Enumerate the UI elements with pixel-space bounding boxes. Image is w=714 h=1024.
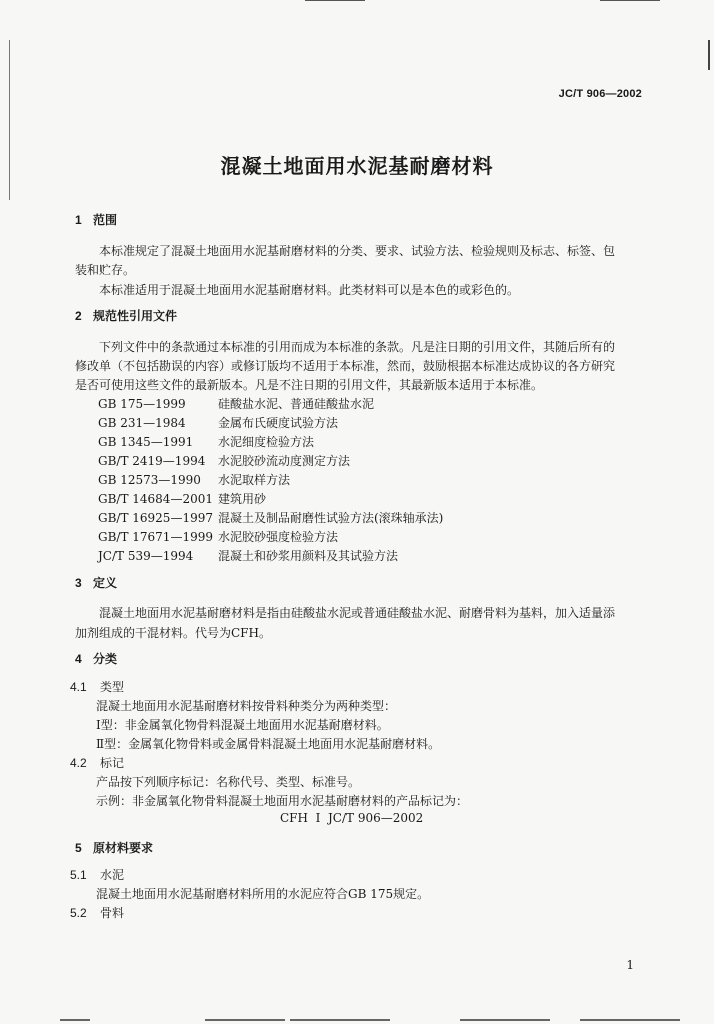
document-title: 混凝土地面用水泥基耐磨材料 — [220, 154, 494, 178]
reference-code: GB/T 2419—1994 — [98, 454, 206, 468]
scan-edge-mark — [305, 0, 365, 1]
reference-item — [98, 471, 290, 488]
paragraph-line: 示例：非金属氧化物骨料混凝土地面用水泥基耐磨材料的产品标记为： — [96, 794, 469, 808]
subsection-number: 5.1 — [70, 868, 87, 882]
reference-code: GB 1345—1991 — [98, 435, 194, 449]
subsection-title: 骨料 — [100, 906, 125, 920]
scan-edge-mark — [460, 1019, 550, 1021]
paragraph-line: Ⅱ型：金属氧化物骨料或金属骨料混凝土地面用水泥基耐磨材料。 — [96, 737, 441, 751]
scan-edge-mark — [60, 1019, 90, 1021]
paragraph-line: 下列文件中的条款通过本标准的引用而成为本标准的条款。凡是注日期的引用文件，其随后所有的 — [99, 340, 616, 354]
section-number: 2 — [75, 309, 82, 323]
reference-name: 水泥胶砂流动度测定方法 — [218, 454, 351, 468]
section-5-heading — [75, 839, 153, 856]
reference-item — [98, 528, 338, 545]
section-title: 规范性引用文件 — [93, 309, 178, 323]
paragraph-line: 修改单（不包括勘误的内容）或修订版均不适用于本标准，然而，鼓励根据本标准达成协议的各方研究 — [75, 359, 616, 373]
reference-item — [98, 509, 443, 526]
paragraph-line: 装和贮存。 — [75, 263, 136, 277]
paragraph-line: 混凝土地面用水泥基耐磨材料按骨料种类分为两种类型： — [96, 699, 397, 713]
reference-item — [98, 414, 338, 431]
reference-name: 水泥取样方法 — [218, 473, 291, 487]
reference-code: GB 175—1999 — [98, 397, 186, 411]
section-number: 1 — [75, 213, 82, 227]
subsection-5-1-heading — [70, 866, 124, 883]
reference-item — [98, 547, 398, 564]
scan-edge-mark — [600, 0, 660, 1]
paragraph-line: 加剂组成的干混材料。代号为CFH。 — [75, 626, 271, 640]
subsection-4-1-heading — [70, 678, 124, 695]
paragraph-line: 混凝土地面用水泥基耐磨材料所用的水泥应符合GB 175规定。 — [96, 887, 430, 901]
section-2-heading — [75, 307, 177, 324]
page-number: 1 — [626, 958, 634, 972]
paragraph-line: 是否可使用这些文件的最新版本。凡是不注日期的引用文件，其最新版本适用于本标准。 — [75, 378, 544, 392]
paragraph-line: 产品按下列顺序标记：名称代号、类型、标准号。 — [96, 775, 361, 789]
scan-edge-mark — [580, 1019, 680, 1021]
scan-edge-mark — [708, 40, 710, 70]
reference-code: GB 12573—1990 — [98, 473, 201, 487]
section-title: 分类 — [93, 652, 118, 666]
section-title: 范围 — [93, 213, 118, 227]
reference-name: 水泥细度检验方法 — [218, 435, 315, 449]
section-title: 原材料要求 — [93, 841, 154, 855]
section-3-heading — [75, 574, 117, 591]
reference-name: 混凝土及制品耐磨性试验方法(滚珠轴承法) — [218, 511, 444, 525]
reference-code: GB/T 14684—2001 — [98, 492, 213, 506]
paragraph-line: 混凝土地面用水泥基耐磨材料是指由硅酸盐水泥或普通硅酸盐水泥、耐磨骨料为基料，加入适量添 — [99, 606, 616, 620]
subsection-5-2-heading — [70, 904, 124, 921]
reference-code: GB/T 17671—1999 — [98, 530, 213, 544]
reference-item — [98, 452, 350, 469]
reference-item — [98, 433, 314, 450]
reference-item — [98, 395, 374, 412]
section-4-heading — [75, 650, 117, 667]
subsection-number: 5.2 — [70, 906, 87, 920]
reference-code: JC/T 539—1994 — [98, 549, 194, 563]
reference-name: 金属布氏硬度试验方法 — [218, 416, 339, 430]
subsection-number: 4.1 — [70, 680, 87, 694]
subsection-title: 标记 — [100, 756, 125, 770]
subsection-title: 水泥 — [100, 868, 125, 882]
reference-name: 建筑用砂 — [218, 492, 267, 506]
reference-code: GB 231—1984 — [98, 416, 186, 430]
subsection-title: 类型 — [100, 680, 125, 694]
document-code: JC/T 906—2002 — [558, 88, 642, 100]
subsection-number: 4.2 — [70, 756, 87, 770]
reference-name: 水泥胶砂强度检验方法 — [218, 530, 339, 544]
subsection-4-2-heading — [70, 754, 124, 771]
reference-code: GB/T 16925—1997 — [98, 511, 213, 525]
section-number: 4 — [75, 652, 82, 666]
reference-name: 硅酸盐水泥、普通硅酸盐水泥 — [218, 397, 375, 411]
scan-edge-mark — [290, 1019, 390, 1021]
reference-item — [98, 490, 266, 507]
paragraph-line: Ⅰ型：非金属氧化物骨料混凝土地面用水泥基耐磨材料。 — [96, 718, 389, 732]
marking-example: CFH Ⅰ JC/T 906—2002 — [280, 811, 424, 825]
paragraph-line: 本标准规定了混凝土地面用水泥基耐磨材料的分类、要求、试验方法、检验规则及标志、标签、包 — [99, 244, 616, 258]
reference-name: 混凝土和砂浆用颜料及其试验方法 — [218, 549, 399, 563]
section-1-heading — [75, 211, 117, 228]
scan-edge-mark — [205, 1019, 285, 1021]
section-number: 3 — [75, 576, 82, 590]
paragraph-line: 本标准适用于混凝土地面用水泥基耐磨材料。此类材料可以是本色的或彩色的。 — [99, 283, 520, 297]
section-title: 定义 — [93, 576, 118, 590]
section-number: 5 — [75, 841, 82, 855]
